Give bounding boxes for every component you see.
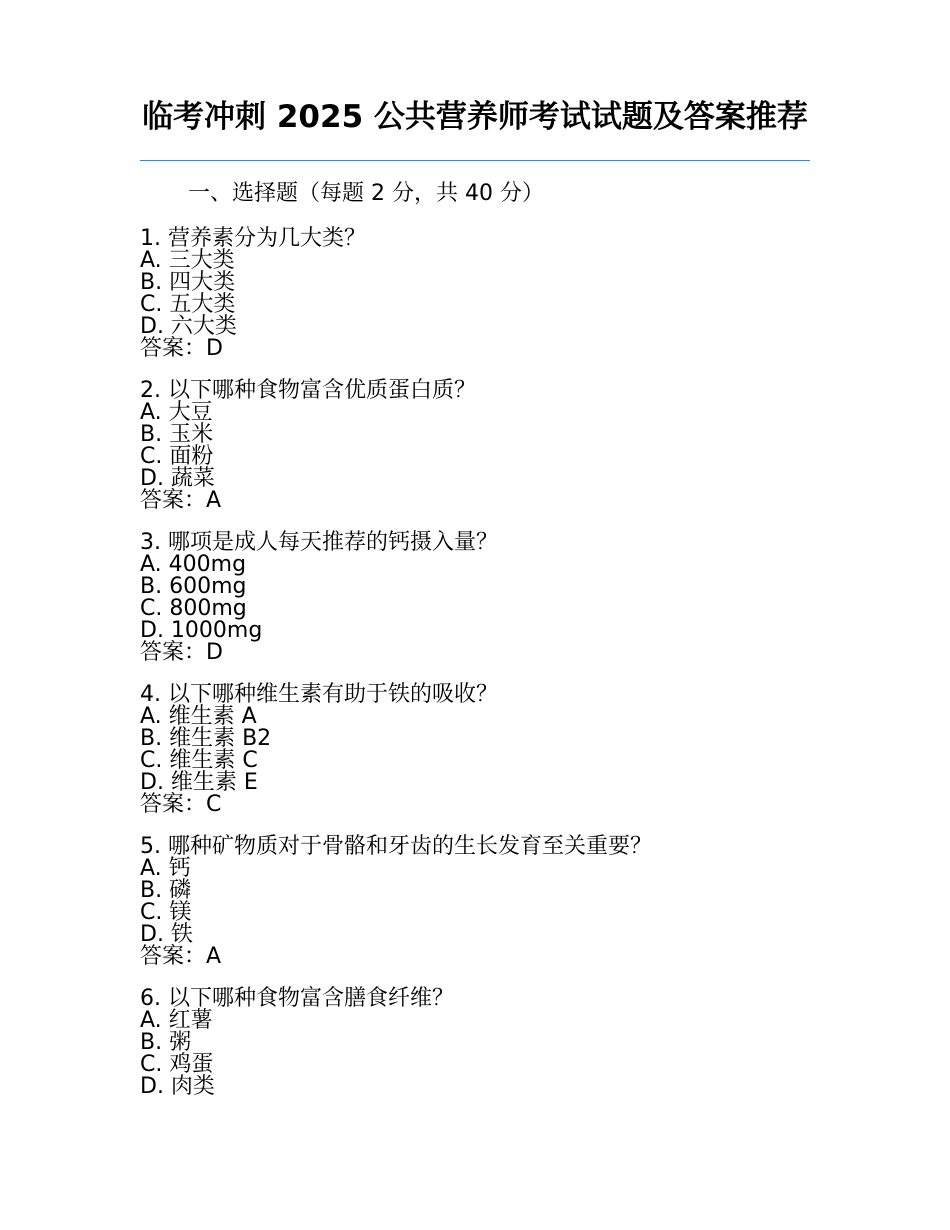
question-2-stem: 2. 以下哪种食物富含优质蛋白质？ [140, 378, 476, 403]
question-5-stem: 5. 哪种矿物质对于骨骼和牙齿的生长发育至关重要？ [140, 834, 652, 859]
question-5-answer: 答案：A [140, 944, 222, 969]
question-4-option-d: D. 维生素 E [140, 770, 258, 795]
question-3-option-d: D. 1000mg [140, 618, 263, 643]
question-5-option-a: A. 钙 [140, 856, 191, 881]
question-2 [140, 380, 800, 512]
question-6-option-a: A. 红薯 [140, 1008, 213, 1033]
question-3-option-c: C. 800mg [140, 596, 247, 621]
question-3-answer: 答案：D [140, 640, 223, 665]
question-1-option-a: A. 三大类 [140, 248, 235, 273]
question-6-option-b: B. 粥 [140, 1030, 192, 1055]
question-1 [140, 228, 800, 360]
title-underline [140, 160, 810, 161]
question-6 [140, 988, 800, 1098]
question-2-option-c: C. 面粉 [140, 444, 214, 469]
question-2-option-b: B. 玉米 [140, 422, 214, 447]
question-1-option-c: C. 五大类 [140, 292, 236, 317]
question-3-stem: 3. 哪项是成人每天推荐的钙摄入量？ [140, 530, 498, 555]
question-6-option-c: C. 鸡蛋 [140, 1052, 214, 1077]
section-heading: 一、选择题（每题 2 分，共 40 分） [188, 181, 544, 206]
question-4-answer: 答案：C [140, 792, 222, 817]
question-3 [140, 532, 800, 664]
question-5-option-d: D. 铁 [140, 922, 193, 947]
question-1-option-d: D. 六大类 [140, 314, 237, 339]
question-2-option-a: A. 大豆 [140, 400, 213, 425]
question-4-option-b: B. 维生素 B2 [140, 726, 272, 751]
question-4-stem: 4. 以下哪种维生素有助于铁的吸收？ [140, 682, 498, 707]
question-3-option-a: A. 400mg [140, 552, 247, 577]
question-5-option-c: C. 镁 [140, 900, 192, 925]
document-title: 临考冲刺 2025 公共营养师考试试题及答案推荐 [142, 99, 808, 135]
question-4 [140, 684, 800, 816]
question-1-option-b: B. 四大类 [140, 270, 236, 295]
question-2-answer: 答案：A [140, 488, 222, 513]
question-5 [140, 836, 800, 968]
question-6-option-d: D. 肉类 [140, 1074, 215, 1099]
question-4-option-c: C. 维生素 C [140, 748, 258, 773]
question-4-option-a: A. 维生素 A [140, 704, 257, 729]
question-1-stem: 1. 营养素分为几大类？ [140, 226, 366, 251]
question-5-option-b: B. 磷 [140, 878, 192, 903]
question-1-answer: 答案：D [140, 336, 223, 361]
question-6-stem: 6. 以下哪种食物富含膳食纤维？ [140, 986, 454, 1011]
question-2-option-d: D. 蔬菜 [140, 466, 215, 491]
question-3-option-b: B. 600mg [140, 574, 247, 599]
